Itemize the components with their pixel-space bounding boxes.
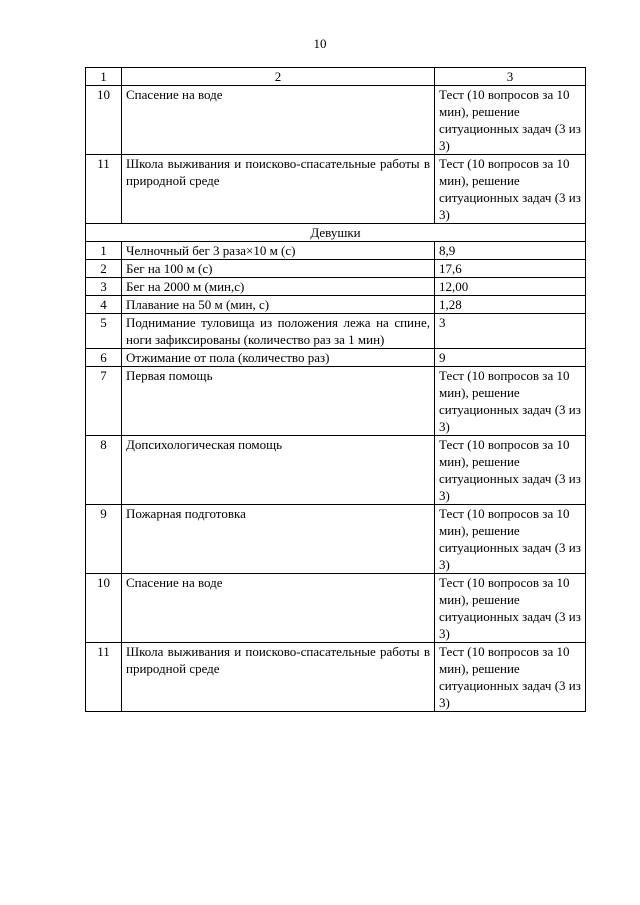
table-row [86, 314, 586, 349]
row-name: Спасение на воде [122, 86, 435, 155]
table-row [86, 574, 586, 643]
header-col-1: 1 [86, 68, 122, 86]
row-value: Тест (10 вопросов за 10 мин), решение ситуационных задач (3 из 3) [435, 155, 586, 224]
row-number: 10 [86, 574, 122, 643]
row-value: Тест (10 вопросов за 10 мин), решение ситуационных задач (3 из 3) [435, 505, 586, 574]
row-number: 9 [86, 505, 122, 574]
row-name: Плавание на 50 м (мин, с) [122, 296, 435, 314]
standards-table [85, 67, 586, 712]
row-number: 8 [86, 436, 122, 505]
header-col-2: 2 [122, 68, 435, 86]
row-number: 6 [86, 349, 122, 367]
table-row [86, 155, 586, 224]
row-name: Бег на 100 м (с) [122, 260, 435, 278]
row-name: Первая помощь [122, 367, 435, 436]
row-number: 7 [86, 367, 122, 436]
section-title: Девушки [86, 224, 586, 242]
row-name: Бег на 2000 м (мин,с) [122, 278, 435, 296]
row-name: Допсихологическая помощь [122, 436, 435, 505]
row-name: Челночный бег 3 раза×10 м (с) [122, 242, 435, 260]
row-number: 10 [86, 86, 122, 155]
row-number: 2 [86, 260, 122, 278]
row-value: Тест (10 вопросов за 10 мин), решение ситуационных задач (3 из 3) [435, 367, 586, 436]
table-row [86, 278, 586, 296]
row-number: 1 [86, 242, 122, 260]
row-name: Пожарная подготовка [122, 505, 435, 574]
row-number: 5 [86, 314, 122, 349]
row-name: Школа выживания и поисково-спасательные работы в природной среде [122, 643, 435, 712]
row-value: 8,9 [435, 242, 586, 260]
table-row [86, 367, 586, 436]
row-number: 11 [86, 643, 122, 712]
table-row [86, 242, 586, 260]
row-value: 17,6 [435, 260, 586, 278]
table-row [86, 505, 586, 574]
row-value: 12,00 [435, 278, 586, 296]
row-number: 3 [86, 278, 122, 296]
table-header-row [86, 68, 586, 86]
row-number: 4 [86, 296, 122, 314]
row-number: 11 [86, 155, 122, 224]
row-value: 1,28 [435, 296, 586, 314]
row-value: 3 [435, 314, 586, 349]
table-row [86, 86, 586, 155]
row-name: Поднимание туловища из положения лежа на спине, ноги зафиксированы (количество раз за 1 мин) [122, 314, 435, 349]
row-name: Отжимание от пола (количество раз) [122, 349, 435, 367]
header-col-3: 3 [435, 68, 586, 86]
table-row [86, 296, 586, 314]
page-number: 10 [313, 36, 327, 51]
row-value: Тест (10 вопросов за 10 мин), решение ситуационных задач (3 из 3) [435, 574, 586, 643]
row-name: Школа выживания и поисково-спасательные работы в природной среде [122, 155, 435, 224]
row-value: 9 [435, 349, 586, 367]
section-row [86, 224, 586, 242]
table-row [86, 349, 586, 367]
table-row [86, 260, 586, 278]
row-name: Спасение на воде [122, 574, 435, 643]
row-value: Тест (10 вопросов за 10 мин), решение ситуационных задач (3 из 3) [435, 86, 586, 155]
row-value: Тест (10 вопросов за 10 мин), решение ситуационных задач (3 из 3) [435, 643, 586, 712]
table-row [86, 436, 586, 505]
table-row [86, 643, 586, 712]
row-value: Тест (10 вопросов за 10 мин), решение ситуационных задач (3 из 3) [435, 436, 586, 505]
